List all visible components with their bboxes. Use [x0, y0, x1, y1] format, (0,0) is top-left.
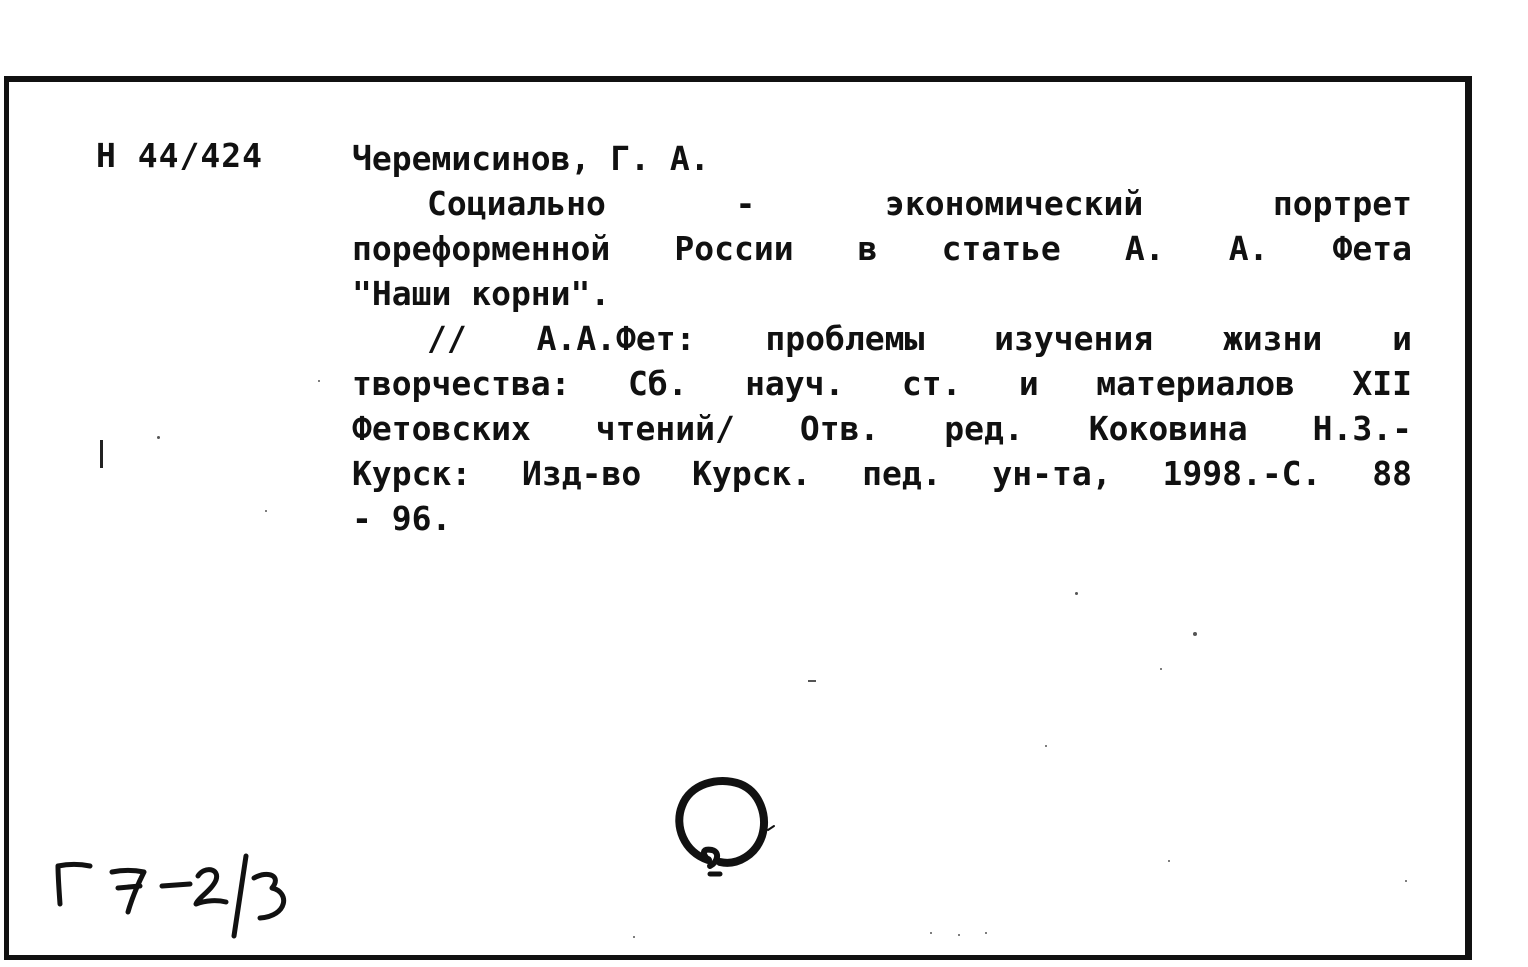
margin-tick-mark	[100, 440, 103, 468]
scan-speck	[1160, 668, 1162, 670]
scan-speck	[1405, 880, 1407, 882]
title-line-2: пореформенной России в статье А. А. Фета	[352, 229, 1412, 268]
title-line-1: Социально - экономический портрет	[427, 184, 1412, 223]
author: Черемисинов, Г. А.	[352, 139, 710, 178]
scan-speck	[1168, 860, 1170, 862]
card-ring-hole-image	[668, 770, 778, 882]
shelfmark: Н 44/424	[96, 136, 263, 175]
scan-speck	[318, 380, 320, 382]
handwritten-note-image	[50, 840, 310, 950]
title-line-3: "Наши корни".	[352, 274, 611, 313]
source-line-4: Курск: Изд-во Курск. пед. ун-та, 1998.-С. 88	[352, 454, 1412, 493]
scan-speck	[1075, 592, 1078, 595]
bibliographic-entry	[352, 136, 1412, 541]
scan-speck	[958, 934, 960, 936]
source-line-1: // А.А.Фет: проблемы изучения жизни и	[427, 319, 1412, 358]
scan-speck	[1193, 632, 1197, 636]
scan-speck	[1045, 745, 1047, 747]
source-line-3: Фетовских чтений/ Отв. ред. Коковина Н.З.-	[352, 409, 1412, 448]
scan-speck	[808, 680, 816, 682]
scan-speck	[633, 936, 635, 938]
source-line-5: - 96.	[352, 499, 452, 538]
source-line-2: творчества: Сб. науч. ст. и материалов XII	[352, 364, 1412, 403]
scan-speck	[265, 510, 267, 512]
scan-speck	[930, 932, 932, 934]
scan-speck	[157, 436, 160, 439]
scan-speck	[985, 932, 987, 934]
